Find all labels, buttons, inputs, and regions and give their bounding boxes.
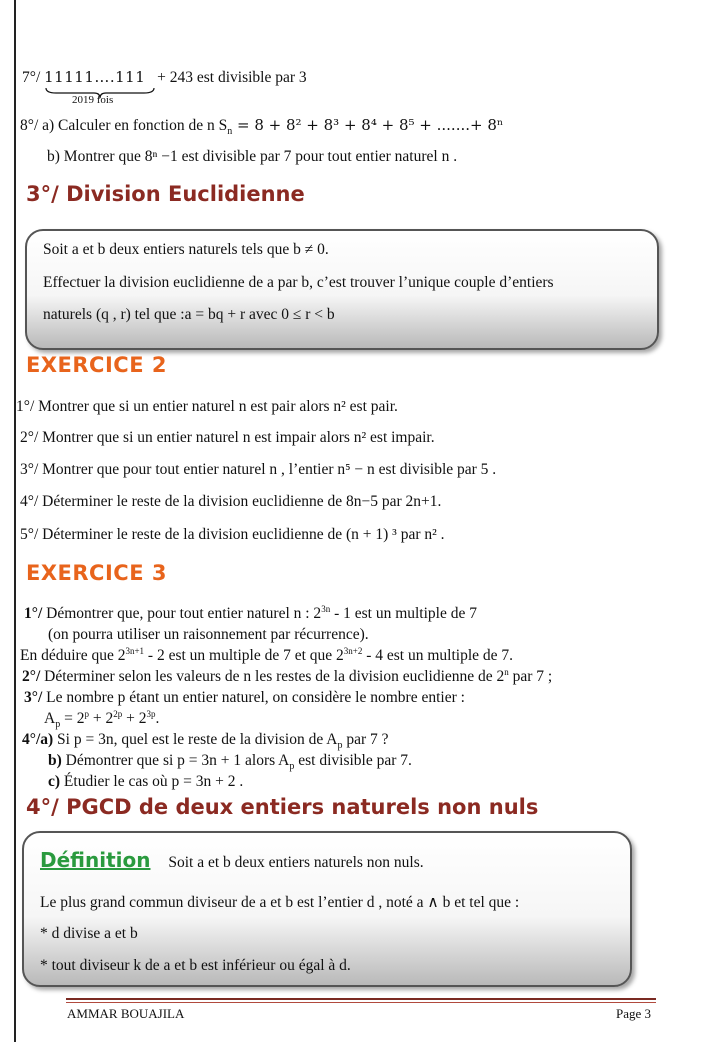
exercise-3-q4c-number: c) — [48, 773, 61, 790]
exercise-3-q4a — [22, 731, 389, 752]
deduce-exponent-2: 3n+2 — [343, 645, 363, 656]
deduce-exponent-1: 3n+1 — [125, 645, 145, 656]
item-7 — [22, 68, 307, 87]
exercise-2-q5: 5°/ Déterminer le reste de la division euclidienne de (n + 1) ³ par n² . — [20, 526, 445, 543]
section-4-title: 4°/ PGCD de deux entiers naturels non nuls — [26, 795, 539, 819]
box-3-line-1: Soit a et b deux entiers naturels tels que b ≠ 0. — [43, 241, 329, 258]
exercise-3-q4a-number: 4°/a) — [22, 731, 54, 748]
exercise-3-q2-number: 2°/ — [22, 668, 41, 685]
exercise-2-q2: 2°/ Montrer que si un entier naturel n est impair alors n² est impair. — [20, 429, 435, 446]
deduce-text-b: - 2 est un multiple de 7 et que 2 — [144, 647, 344, 664]
exercise-3-q3 — [24, 689, 465, 707]
item-7-tail: + 243 est divisible par 3 — [157, 69, 307, 86]
ap-eq: = 2 — [60, 710, 85, 727]
item-8a — [20, 116, 504, 138]
item-8a-text: Calculer en fonction de n S — [54, 117, 228, 134]
exercise-3-q2-text: Déterminer selon les valeurs de n les restes de la division euclidienne de 2 — [40, 668, 505, 685]
underbrace-label: 2019 fois — [72, 94, 114, 106]
definition-header — [40, 848, 424, 872]
definition-line-3: * tout diviseur k de a et b est inférieur ou égal à d. — [40, 957, 351, 974]
item-7-ones: 11111….111 — [44, 68, 146, 86]
exercise-3-q4a-text: Si p = 3n, quel est le reste de la division de A — [53, 731, 338, 748]
exercise-3-title: EXERCICE 3 — [26, 561, 167, 585]
section-3-title: 3°/ Division Euclidienne — [26, 182, 305, 206]
exercise-2-title: EXERCICE 2 — [26, 353, 167, 377]
ap-exp-1: p — [84, 708, 89, 719]
box-3-line-2: Effectuer la division euclidienne de a par b, c’est trouver l’unique couple d’entiers — [43, 274, 554, 291]
deduce-text-a: En déduire que 2 — [20, 647, 126, 664]
exercise-3-q3-text: Le nombre p étant un entier naturel, on considère le nombre entier : — [42, 689, 465, 706]
exercise-3-q1 — [24, 605, 477, 623]
left-page-border — [14, 0, 16, 1042]
exercise-3-q1-text: Démontrer que, pour tout entier naturel n : 2 — [42, 605, 322, 622]
exercise-3-q2-end: par 7 ; — [508, 668, 553, 685]
exercise-3-q1-exponent: 3n — [321, 603, 331, 614]
item-8b-text: Montrer que 8ⁿ −1 est divisible par 7 pour tout entier naturel n . — [59, 148, 458, 165]
box-3-line-3: naturels (q , r) tel que :a = bq + r avec 0 ≤ r < b — [43, 306, 335, 323]
deduce-text-c: - 4 est un multiple de 7. — [362, 647, 514, 664]
item-8b-label: b) — [47, 148, 60, 165]
item-7-number: 7°/ — [22, 69, 45, 86]
ap-subscript: p — [55, 719, 61, 731]
definition-intro: Soit a et b deux entiers naturels non nuls. — [168, 854, 424, 871]
pgcd-definition-box — [22, 831, 632, 987]
ap-exp-2: 2p — [113, 708, 123, 719]
ap-symbol: A — [44, 710, 56, 727]
footer-rule-top — [66, 998, 656, 1000]
footer-page-number: Page 3 — [616, 1006, 652, 1021]
item-8a-subscript: n — [227, 126, 233, 138]
exercise-3-q1-end: - 1 est un multiple de 7 — [330, 605, 477, 622]
exercise-3-q4b — [48, 752, 412, 773]
definition-line-1: Le plus grand commun diviseur de a et b est l’entier d , noté a ∧ b et tel que : — [40, 894, 520, 911]
exercise-3-deduce — [20, 647, 513, 665]
item-8a-sum: = 8 + 8² + 8³ + 8⁴ + 8⁵ + .......+ 8ⁿ — [232, 116, 504, 134]
footer-author: AMMAR BOUAJILA — [67, 1006, 185, 1021]
exercise-2-q1: 1°/ Montrer que si un entier naturel n est pair alors n² est pair. — [16, 398, 398, 415]
exercise-3-ap-formula — [44, 708, 160, 731]
ap-plus-2: + 2 — [122, 710, 147, 727]
ap-plus-1: + 2 — [88, 710, 114, 727]
exercise-3-q2 — [22, 668, 552, 686]
item-8b — [47, 148, 457, 166]
definition-line-2: * d divise a et b — [40, 925, 138, 942]
exercise-2-q4: 4°/ Déterminer le reste de la division euclidienne de 8n−5 par 2n+1. — [20, 493, 442, 510]
division-euclidienne-box — [25, 229, 659, 350]
ap-period: . — [155, 710, 160, 727]
exercise-3-q4a-end: par 7 ? — [342, 731, 389, 748]
exercise-2-q3: 3°/ Montrer que pour tout entier naturel n , l’entier n⁵ − n est divisible par 5 . — [20, 461, 497, 478]
ap-exp-3: 3p — [146, 708, 156, 719]
definition-label: Définition — [40, 848, 151, 872]
exercise-3-q4a-subscript: p — [337, 740, 343, 752]
exercise-3-q4b-subscript: p — [289, 761, 295, 773]
exercise-3-q4c-text: Étudier le cas où p = 3n + 2 . — [60, 773, 244, 790]
exercise-3-q4c — [48, 773, 243, 791]
exercise-3-q4b-text: Démontrer que si p = 3n + 1 alors A — [61, 752, 290, 769]
exercise-3-q1-number: 1°/ — [24, 605, 43, 622]
item-8a-number: 8°/ a) — [20, 117, 55, 134]
exercise-3-q1-note: (on pourra utiliser un raisonnement par récurrence). — [48, 626, 369, 643]
exercise-3-q2-exponent: n — [504, 666, 509, 677]
exercise-3-q3-number: 3°/ — [24, 689, 43, 706]
exercise-3-q4b-number: b) — [48, 752, 62, 769]
exercise-3-q4b-end: est divisible par 7. — [294, 752, 412, 769]
footer-rule-bottom — [66, 1002, 656, 1003]
